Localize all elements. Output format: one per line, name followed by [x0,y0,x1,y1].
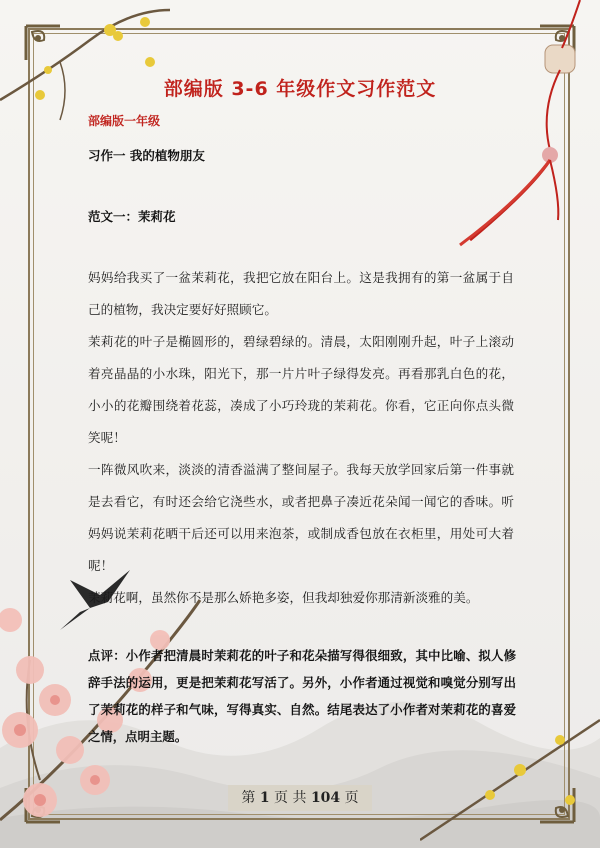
footer-prefix: 第 [241,790,256,806]
essay-paragraph: 一阵微风吹来，淡淡的清香溢满了整间屋子。我每天放学回家后第一件事就是去看它，有时还会给它浇些水，或者把鼻子凑近花朵闻一闻它的香味。听妈妈说茉莉花晒干后还可以用来泡茶，或制成香包放在衣柜里，用处可大着呢！ [88,462,514,573]
essay-paragraph: 茉莉花啊，虽然你不是那么娇艳多姿，但我却独爱你那清新淡雅的美。 [88,590,479,605]
page-number-footer [228,785,372,811]
total-page-count: 104 [310,790,341,806]
hanging-tassel-icon [450,0,600,260]
essay-paragraph: 妈妈给我买了一盆茉莉花，我把它放在阳台上。这是我拥有的第一盆属于自己的植物，我决定要好好照顾它。 [88,270,514,317]
footer-middle: 页 共 [274,790,307,806]
essay-title: 范文一：茉莉花 [88,209,176,224]
teacher-comment: 点评：小作者把清晨时茉莉花的叶子和花朵描写得很细致，其中比喻、拟人修辞手法的运用，更是把茉莉花写活了。另外，小作者通过视觉和嗅觉分别写出了茉莉花的样子和气味，写得真实、自然。结尾表达了小作者对茉莉花的喜爱之情，点明主题。 [88,648,516,744]
assignment-heading: 习作一 我的植物朋友 [88,148,205,163]
essay-body [88,262,514,614]
document-title: 部编版 3-6 年级作文习作范文 [163,78,437,100]
essay-paragraph: 茉莉花的叶子是椭圆形的，碧绿碧绿的。清晨，太阳刚刚升起，叶子上滚动着亮晶晶的小水珠，阳光下，那一片片叶子绿得发亮。再看那乳白色的花，小小的花瓣围绕着花蕊，凑成了小巧玲珑的茉莉花。你看，它正向你点头微笑呢！ [88,334,514,445]
footer-suffix: 页 [344,790,359,806]
grade-section-label: 部编版一年级 [88,114,161,128]
current-page-number: 1 [259,790,270,806]
